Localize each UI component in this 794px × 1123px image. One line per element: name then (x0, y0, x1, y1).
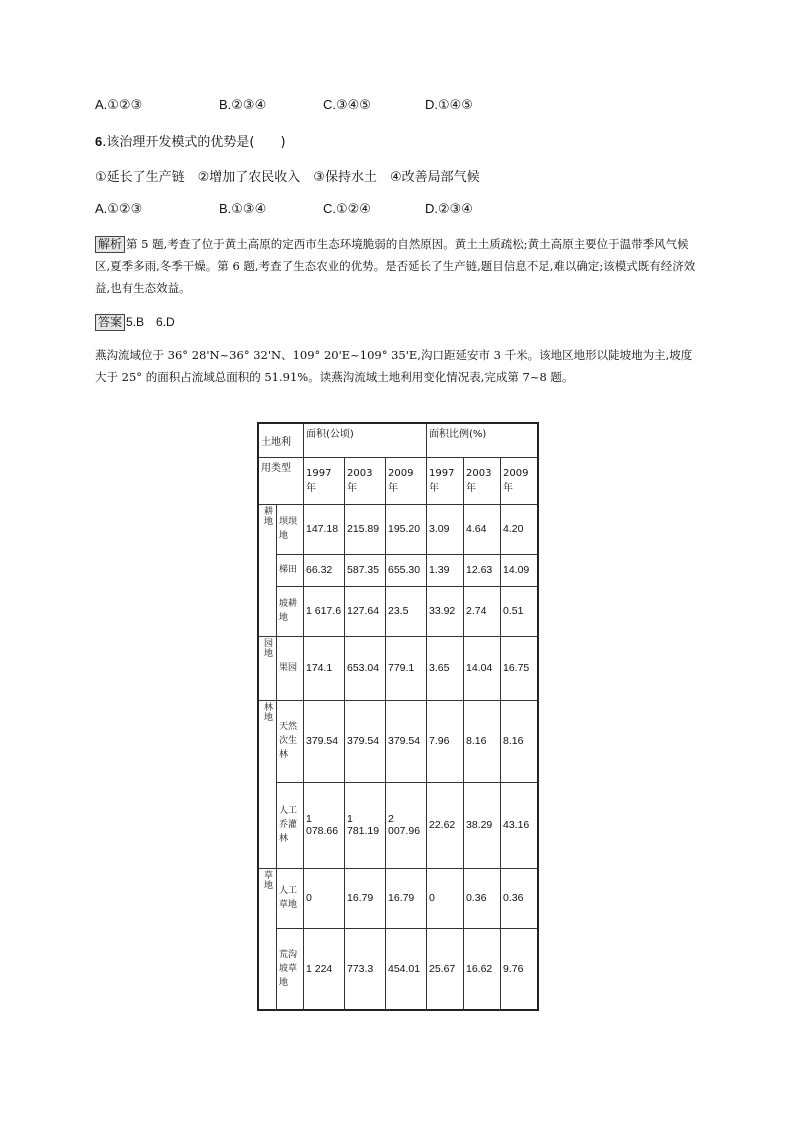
ratio-header: 面积比例(%) (427, 423, 538, 457)
ratio-cell: 8.16 (464, 700, 501, 782)
area-cell: 655.30 (386, 554, 427, 586)
ratio-cell: 14.04 (464, 636, 501, 700)
ratio-cell: 16.75 (501, 636, 538, 700)
area-cell: 174.1 (304, 636, 345, 700)
area-cell: 147.18 (304, 504, 345, 554)
ratio-cell: 2.74 (464, 586, 501, 636)
table-row (258, 586, 538, 636)
subtype-cell: 人工草地 (277, 868, 304, 928)
ratio-year-header: 2009 年 (501, 457, 538, 504)
year-header: 1997 年 (304, 457, 345, 504)
area-cell: 16.79 (386, 868, 427, 928)
area-cell: 16.79 (345, 868, 386, 928)
ratio-cell: 8.16 (501, 700, 538, 782)
q6-option-c: C.①②④ (323, 201, 371, 216)
answer-tag: 答案 (95, 314, 125, 331)
table-row (258, 782, 538, 868)
passage-paragraph: 燕沟流域位于 36° 28'N~36° 32'N、109° 20'E~109° 35'E,沟口距延安市 3 千米。该地区地形以陡坡地为主,坡度大于 25° 的面积占流域总面积的 51.91%。读燕沟流域土地利用变化情况表,完成第 7~8 题。 (95, 348, 693, 384)
q6-option-a: A.①②③ (95, 201, 143, 216)
area-header: 面积(公顷) (304, 423, 427, 457)
ratio-cell: 9.76 (501, 928, 538, 1010)
ratio-cell: 14.09 (501, 554, 538, 586)
area-cell: 127.64 (345, 586, 386, 636)
subtype-cell: 果园 (277, 636, 304, 700)
area-cell: 215.89 (345, 504, 386, 554)
q6-option-b: B.①③④ (219, 201, 267, 216)
area-cell: 66.32 (304, 554, 345, 586)
question-6-stem: .该治理开发模式的优势是( ) (102, 135, 286, 150)
ratio-cell: 7.96 (427, 700, 464, 782)
q5-option-b: B.②③④ (219, 97, 267, 112)
subtype-cell: 荒沟坡草地 (277, 928, 304, 1010)
subtype-cell: 天然次生林 (277, 700, 304, 782)
subtype-cell: 坡耕地 (277, 586, 304, 636)
ratio-cell: 3.65 (427, 636, 464, 700)
table-row (258, 504, 538, 554)
answer-line (95, 313, 175, 331)
ratio-cell: 0.51 (501, 586, 538, 636)
ratio-cell: 33.92 (427, 586, 464, 636)
ratio-cell: 0.36 (464, 868, 501, 928)
area-cell: 23.5 (386, 586, 427, 636)
area-cell: 2 007.96 (386, 782, 427, 868)
area-cell: 379.54 (386, 700, 427, 782)
category-cell: 草地 (258, 868, 277, 1010)
category-cell: 耕地 (258, 504, 277, 636)
area-cell: 773.3 (345, 928, 386, 1010)
area-cell: 195.20 (386, 504, 427, 554)
land-use-table (257, 422, 539, 1011)
ratio-cell: 0.36 (501, 868, 538, 928)
type-header-line1: 土地利 (258, 423, 304, 457)
area-cell: 0 (304, 868, 345, 928)
question-6 (95, 131, 286, 150)
category-cell: 林地 (258, 700, 277, 868)
category-cell: 园地 (258, 636, 277, 700)
ratio-cell: 4.64 (464, 504, 501, 554)
area-cell: 454.01 (386, 928, 427, 1010)
ratio-cell: 0 (427, 868, 464, 928)
ratio-cell: 25.67 (427, 928, 464, 1010)
question-6-number: 6 (95, 134, 103, 149)
type-header-line2: 用类型 (258, 457, 304, 504)
table-row (258, 700, 538, 782)
q5-option-d: D.①④⑤ (425, 97, 473, 112)
ratio-cell: 1.39 (427, 554, 464, 586)
q5-option-c: C.③④⑤ (323, 97, 371, 112)
ratio-cell: 12.63 (464, 554, 501, 586)
ratio-cell: 22.62 (427, 782, 464, 868)
year-header: 2003 年 (345, 457, 386, 504)
table-row (258, 554, 538, 586)
question-6-statements: ①延长了生产链 ②增加了农民收入 ③保持水土 ④改善局部气候 (95, 170, 480, 185)
subtype-cell: 坝坝地 (277, 504, 304, 554)
table-row (258, 636, 538, 700)
area-cell: 1 078.66 (304, 782, 345, 868)
year-header: 2009 年 (386, 457, 427, 504)
answer-text: 5.B 6.D (126, 315, 175, 329)
q5-option-a: A.①②③ (95, 97, 143, 112)
ratio-cell: 4.20 (501, 504, 538, 554)
analysis-text: 第 5 题,考查了位于黄土高原的定西市生态环境脆弱的自然原因。黄土土质疏松;黄土高原主要位于温带季风气候区,夏季多雨,冬季干燥。第 6 题,考查了生态农业的优势。是否延长了生产链,题目信息不足,难以确定;该模式既有经济效益,也有生态效益。 (95, 237, 696, 295)
ratio-year-header: 1997 年 (427, 457, 464, 504)
area-cell: 1 781.19 (345, 782, 386, 868)
area-cell: 379.54 (345, 700, 386, 782)
subtype-cell: 梯田 (277, 554, 304, 586)
area-cell: 653.04 (345, 636, 386, 700)
q6-option-d: D.②③④ (425, 201, 473, 216)
ratio-year-header: 2003 年 (464, 457, 501, 504)
analysis-tag: 解析 (95, 236, 125, 253)
area-cell: 379.54 (304, 700, 345, 782)
area-cell: 779.1 (386, 636, 427, 700)
area-cell: 1 224 (304, 928, 345, 1010)
table-row (258, 868, 538, 928)
ratio-cell: 3.09 (427, 504, 464, 554)
area-cell: 587.35 (345, 554, 386, 586)
ratio-cell: 16.62 (464, 928, 501, 1010)
subtype-cell: 人工乔灌林 (277, 782, 304, 868)
ratio-cell: 43.16 (501, 782, 538, 868)
ratio-cell: 38.29 (464, 782, 501, 868)
analysis-paragraph (95, 233, 699, 299)
area-cell: 1 617.6 (304, 586, 345, 636)
table-row (258, 928, 538, 1010)
